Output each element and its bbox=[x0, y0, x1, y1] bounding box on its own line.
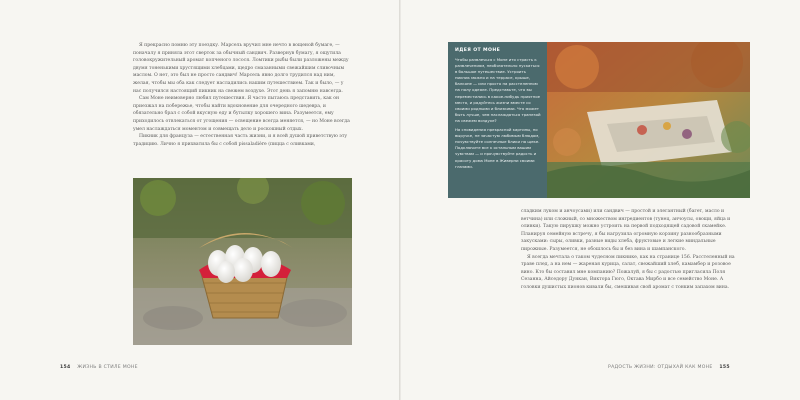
left-body-text bbox=[133, 42, 351, 148]
right-paragraph-1: сладким луком и анчоусами) или сандвич — простой и элегантный (багет, масло и ветчина) или сложный, со множеством ингредиентов (тунец, анчоусы, овощи, яйца и оливки). Такую пирушку можно устроить на первой подходящей садовой скамейке. Планируя семейную встречу, я бы нагрузила огромную корзину разнообразными закусками: сыры, оливки, разные виды хлеба, фруктовые и легкие миндальные пирожные. Разумеется, не обошлось бы и без вина и шампанского. bbox=[521, 209, 731, 252]
left-paragraph-2: Сам Моне неимоверно любил путешествия. Я часто пытаюсь представить, как он приезжал на побережье, чтобы найти вдохновение для очередного шедевра, и обязательно брал с собой вкусную еду и бутылку хорошего вина. Разумеется, ему приходилось отвлекаться от угощения — освещение всегда меняется, — но Моне всегда умел наслаждаться моментом и совмещать дело и роскошный отдых. bbox=[133, 96, 350, 132]
right-footer bbox=[608, 365, 730, 370]
picnic-basket-photo bbox=[133, 178, 352, 345]
right-running-title: РАДОСТЬ ЖИЗНИ: ОТДЫХАЙ КАК МОНЕ bbox=[608, 365, 713, 370]
left-paragraph-1: Я прекрасно помню эту поездку. Марсель вручил мне нечто в вощеной бумаге, — поначалу я приняла этот сверток за обычный сандвич. Развернув бумагу, я ощутила головокружительный аромат копченого лосося. Ломтики рыбы были разложены между двумя тоненькими хрустящими хлебцами, щедро смазанными свежайшим сливочным маслом. О нет, это был не просто сандвич! Марсель явно долго трудился над ним, желая, чтобы мы оба как следует насладились нашим путешествием. Так и было, — у нас получился настоящий пикник на свежем воздухе. Этот день я запомню навсегда. bbox=[133, 43, 349, 94]
sidebar-body bbox=[455, 57, 541, 173]
monet-idea-sidebar bbox=[448, 42, 547, 198]
right-paragraph-2: Я всегда мечтала о таком чудесном пикнике, как на странице 156. Расстеленный на траве плед, а на нем — жареная курица, салат, свежайший хлеб, камамбер и розовое вино. Кто бы составил мне компанию? Пожалуй, я бы с радостью пригласила Поля Сезанна, Айседору Дункан, Виктора Гюго, Октава Мирбо и все семейство Моне. А головки душистых пионов кивали бы, смешивая свой аромат с тонким запахом вина. bbox=[521, 254, 735, 290]
monet-painting-image bbox=[547, 42, 750, 198]
sidebar-paragraph-2: На сновидения прекрасной картины, но выручке, не зачастую любимым блюдом, почувствуйте солнечные блики на щеке. Подключите все к остальным вашим чувствам — и прочувствуйте радость и красоту дома Моне в Живерни своими глазами. bbox=[455, 127, 540, 169]
left-page-number: 154 bbox=[60, 365, 71, 370]
sidebar-paragraph-1: Чтобы развлечься с Моне ито страсть к развлечениям, необязательно пускаться в большое путешествие. Устроить пикник можно и на террасе, крыше, балконе — или просто на расстеленном на полу одеяле. Представьте, что вы переместились в какое-нибудь приятное место, и радуйтесь жизни вместе со своими родными и близкими. Что может быть лучше, чем наслаждаться трапезой на свежем воздухе? bbox=[455, 57, 541, 123]
page-gutter bbox=[399, 0, 401, 400]
sidebar-title: ИДЕЯ ОТ МОНЕ bbox=[455, 48, 501, 53]
left-paragraph-3: Пикник для француза — естественная часть жизни, и я всей душой приветствую эту традицию. Лично я прихватила бы с собой pissaladière (пицца с оливками, bbox=[133, 134, 348, 147]
right-body-text bbox=[521, 208, 739, 292]
right-page-number: 155 bbox=[719, 365, 730, 370]
left-footer bbox=[60, 365, 138, 370]
left-running-title: ЖИЗНЬ В СТИЛЕ МОНЕ bbox=[77, 365, 138, 370]
